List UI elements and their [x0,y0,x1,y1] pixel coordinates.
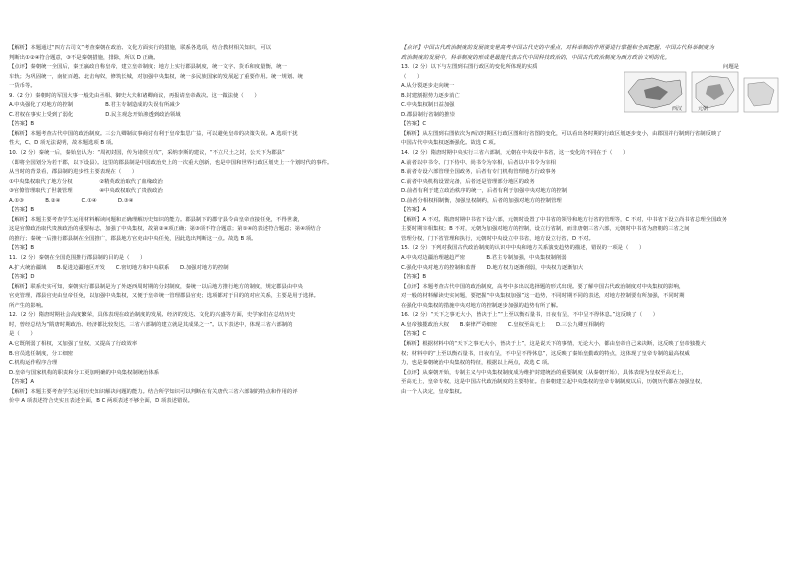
map-right-label: 元朝 [698,106,709,113]
left-column-line: 【答案】B [9,121,35,128]
left-column-line: 【解析】联系史实可知，秦朝实行郡县制是为了外逐西周时期的分封制度，秦统一以后地方推行地方的制度，规定郡县由中央 [9,283,303,290]
left-column-line: 【解析】本题主要考查学生运用历史知识解决问题的能力。结合所学知识可以判断在有关唐代三省六部制的特点和作用的评 [9,388,298,395]
right-column-line: 力，也是秦朝统治中央集权的特征，根据以上两点，故选 C 项。 [401,360,553,367]
left-column-line: 【解析】本题考查古代中国的政治制度。三公九卿制议事商讨有利于皇帝集思广益，可以避免皇帝的决策失误。A 选项干扰 [9,130,298,137]
right-column-line: （ ） [401,73,423,80]
right-column-line: D.前者有利于建立政治秩序的统一，后者有利于加强中央对地方的控制 [401,188,568,195]
left-column-line: 【答案】B [9,207,35,214]
left-column-line: 是（ ） [9,331,36,338]
left-column [9,44,379,407]
left-column-line: 车轨；为巩固统一，南征百越、北击匈奴，修筑长城，对加强中央集权，统一多民族国家的发展起了重要作用。统一规划、统 [9,73,303,80]
left-column-line: 性大，C、D 项无法说明，故本题选项 B 项。 [9,140,117,147]
right-column-line: B.封建割据势力逐步消亡 [401,92,460,99]
right-column-line: 16.（2 分）“天下之事无大小，皆决于上”“上至以衡石量书，日夜有呈，不中呈不得休息。”这反映了（ ） [401,312,659,319]
map-small-detail [744,78,778,112]
left-column-line: 官吏管理，郡县官吏由皇帝任免，以加强中央集权，又便于皇帝统一管理郡县官吏；选项都对于目的的对应关系，主要是用于选择。 [9,293,319,300]
right-column-line: A.从分裂逐步走向统一 [401,83,455,90]
right-column-line: 主要时期宰相集权；B 不对，元朝为加强对地方的控制，设立行省制，而非唐朝三省六部，元朝时中书省为唐朝的三省之间 [401,226,690,233]
left-column-line: 时，曾经总结为“隋唐时期政治、经济都比较发达，三省六部制的建立就是其成果之一”。以下表述中，体现三省六部制的 [9,321,293,328]
right-column-line: 对一般的材料解读史实问题，要把握“中央集权加强”这一趋势，不同时期不同的表述，对地方控制要有所加强，不同时期 [401,293,685,300]
right-column-line: 在强化中央集权的措施中央对地方的控制逐步加强的趋势有所了解。 [401,302,562,309]
left-column-line: 从当时的背景看，郡县制的进步性主要表现在（ ） [9,169,138,176]
right-column [401,44,781,397]
left-column-line: A.中央强化了对地方的控制 B.君主专制造成的失误有所减少 [9,102,180,109]
right-column-line: 【解析】A 不对。隋唐时期中书省下设六部，元朝时设置了中书省的领导和地方行省的管理等，C 不对，中书省下设立尚书省总理全国政务 [401,216,728,223]
right-column-line: D.郡县制行省制的推崇 [401,111,455,118]
left-column-line: 10.（2 分）秦统一后，秦始皇认为：“周初封国，传为诸侯互攻”，采纳李斯的建议，“不立尺土之封，公天下为郡县” [9,150,285,157]
right-column-line: 【解析】从左图到右图依次为西汉时期区行政区图和行省图的变化，可以看出各时期的行政区划逐步变小，由郡国并行制到行省制反映了 [401,130,722,137]
left-column-line: 判断出①②④符合题意，③不是秦朝措施，排除，所以 D 正确。 [9,54,159,61]
right-column-line: 【答案】B [401,274,427,281]
right-column-line: 管理分权，门下省管理和执行，元朝时中央设立中书省，地方设立行省，D 不对。 [401,235,594,242]
left-column-line: 9.（2 分）秦朝时的军国大事一般先由丞相、御史大夫和诸卿商议，再报请皇帝裁决。这一做法使（ ） [9,92,260,99]
right-column-line: 中国古代中央集权逐渐强化。故选 C 项。 [401,140,499,147]
left-column-line: A.扩大统治疆域 B.促进边疆地区开发 C.密切地方和中央联系 D.加强对地方的控制 [9,264,229,271]
right-column-line: 【答案】C [401,121,427,128]
question-13-stem: 13.（2 分）以下与左图到右图行政区的变化所体现的实质 问题是 [401,63,781,73]
right-column-line: 至高无上，皇帝专权，这是中国古代政治制度的主要特征。自秦朝建立起中央集权的皇帝专制制度以后，历朝历代都在加强皇权， [401,379,706,386]
right-column-line: B.前者专设六部管理全国政务，后者有专门机构管理地方行政事务 [401,169,556,176]
right-column-line: A.前者以中书令、门下侍中、尚书令为宰相，后者以中书令为宰相 [401,159,556,166]
left-column-line: 的推行；秦统一后推行郡县制在全国推广，郡县地方官吏由中央任免，因此选出判断这一点。故选 B 项。 [9,235,257,242]
right-column-line: C.中央集权制日益加强 [401,102,455,109]
left-column-line: 【答案】B [9,245,35,252]
right-column-top-line: 【点评】中国古代政治制度的发展演变是高考中国古代史的中重点，对科举制的作用要进行掌握和全面把握、中国古代科举制度为 [401,45,715,51]
left-column-line: 12.（2 分）隋唐时期社会高度繁荣，具体表现在政治制度的发展、经济的发达、文化的兴盛等方面，史学家们在总结历史 [9,312,296,319]
right-column-line: D.前者分相权相制衡，加强皇权制约，后者的加强对地方的控制管理 [401,197,562,204]
right-column-top-line: 政治制度的发展中，科举制度的形成是最能代表古代中国科技政治的，中国古代政治制度为西方政治文明的化。 [401,54,671,61]
left-column-line: 11.（2 分）秦朝在全国范围推行郡县制的目的是（ ） [9,255,146,262]
left-column-line: ③官僚管理取代了世袭管理 ④中央政权取代了贵族政治 [9,188,163,195]
left-column-line: 【答案】D [9,274,35,281]
question-13-maps [624,70,779,114]
left-column-line: B.官员选任制度，分工细密 [9,350,74,357]
right-column-line: 【答案】A [401,207,427,214]
right-column-line: 【点评】从秦朝开始，专制主义与中央集权制度成为维护封建统治的重要制度（从秦朝开始），具体表现为皇权至高无上， [401,369,687,376]
right-column-line: C.前者中央机构设置完备，后者还是管理部分地区的政务 [401,178,535,185]
map-left-label: 西汉 [672,106,683,113]
left-column-line: ①中央集权取代了地方分权 ②精英政治取代了血缘政治 [9,178,163,185]
left-column-line: 这是官僚政治取代贵族政治的重要标志，加强了中央集权，故第②④项正确；第③项不符合题意；第①④的表述符合题意；第④项结合 [9,226,321,233]
right-column-line: C.强化中央对地方的控制和监督 D.地方权力逐渐削弱，中央权力逐渐加大 [401,264,584,271]
left-column-line: D.皇帝与国家机构的职责和分工更加明确的中央集权制统治体系 [9,369,160,376]
right-column-line: 权；材料中的“上至以衡石量书，日夜有呈，不中呈不得休息”，这反映了秦始皇勤政的特点，这体现了皇帝专制的最高权威 [401,350,690,357]
left-column-line: A.它既削弱了相权，又加强了皇权，又提高了行政效率 [9,340,138,347]
right-column-line: 14.（2 分）隋唐时期中央实行三省六部制，元朝在中央设中书省，这一变化的不同在于（ ） [401,150,629,157]
map-right-yuan [692,72,738,112]
right-column-line: A.中央对边疆治理越趋严密 B.君主专制加强，中央集权制削弱 [401,255,567,262]
left-column-line: C.机构运作程序合理 [9,360,58,367]
left-column-line: 【解析】本题主要考查学生运用材料解读问题和正确理解历史知识的能力。郡县制下的郡守县令由皇帝直接任免，不得世袭， [9,216,303,223]
left-column-line: C.君权在事实上受到了弱化 D.民主观念开始渗透到政治领域 [9,111,181,118]
left-column-line: （即将全国划分为若干郡，以下设县）。这里的郡县制是中国政治史上的一次重大创新，也是中国和世界行政区划史上一个划时代的事件。 [9,159,333,166]
right-column-line: A.皇帝独揽政治大权 B.秦律严苛细密 C.皇权至高无上 D.三公九卿互相制约 [401,321,605,328]
right-column-line: 由一个人决定，皇帝集权。 [401,388,466,395]
left-column-line: 【解析】本题通过“四方古司文”考查秦朝在政治、文化方面实行的措施，联系各选项，结合教材相关知识，可以 [9,45,272,51]
right-column-line: 【点评】本题考查古代中国的政治制度，高考中多出以选择题的形式出现。要了解中国古代政治制度对中央集权的影响， [401,283,685,290]
left-column-line: 【点评】秦朝统一全国后，秦王嬴政自称皇帝，建立皇帝制度；地方上实行郡县制度，统一文字、货币和度量衡，统一 [9,64,287,71]
left-column-line: 一货币等。 [9,83,36,90]
map-left-han [624,72,686,112]
left-column-line: 【答案】A [9,379,35,386]
right-column-line: 【答案】C [401,331,427,338]
right-column-line: 【解析】根据材料中的“天下之事无大小，皆决于上”，这是说天下的事情，无论大小，都由皇帝自己来决断，这反映了皇帝独揽大 [401,340,706,347]
left-column-line: 所产生的影响。 [9,302,47,309]
right-column-line: 15.（2 分）下列对我国古代政治制度的认识中中央和地方关系演变趋势的描述，错误的一项是（ ） [401,245,645,252]
left-column-line: A.①③ B.②④ C.①④ D.③④ [9,197,134,204]
question-13-stem-tail: 问题是 [723,64,740,71]
left-column-line: 价中 A 项表述符合史实且表述全面，B C 两项表述不够全面，D 项表述错误。 [9,398,193,405]
